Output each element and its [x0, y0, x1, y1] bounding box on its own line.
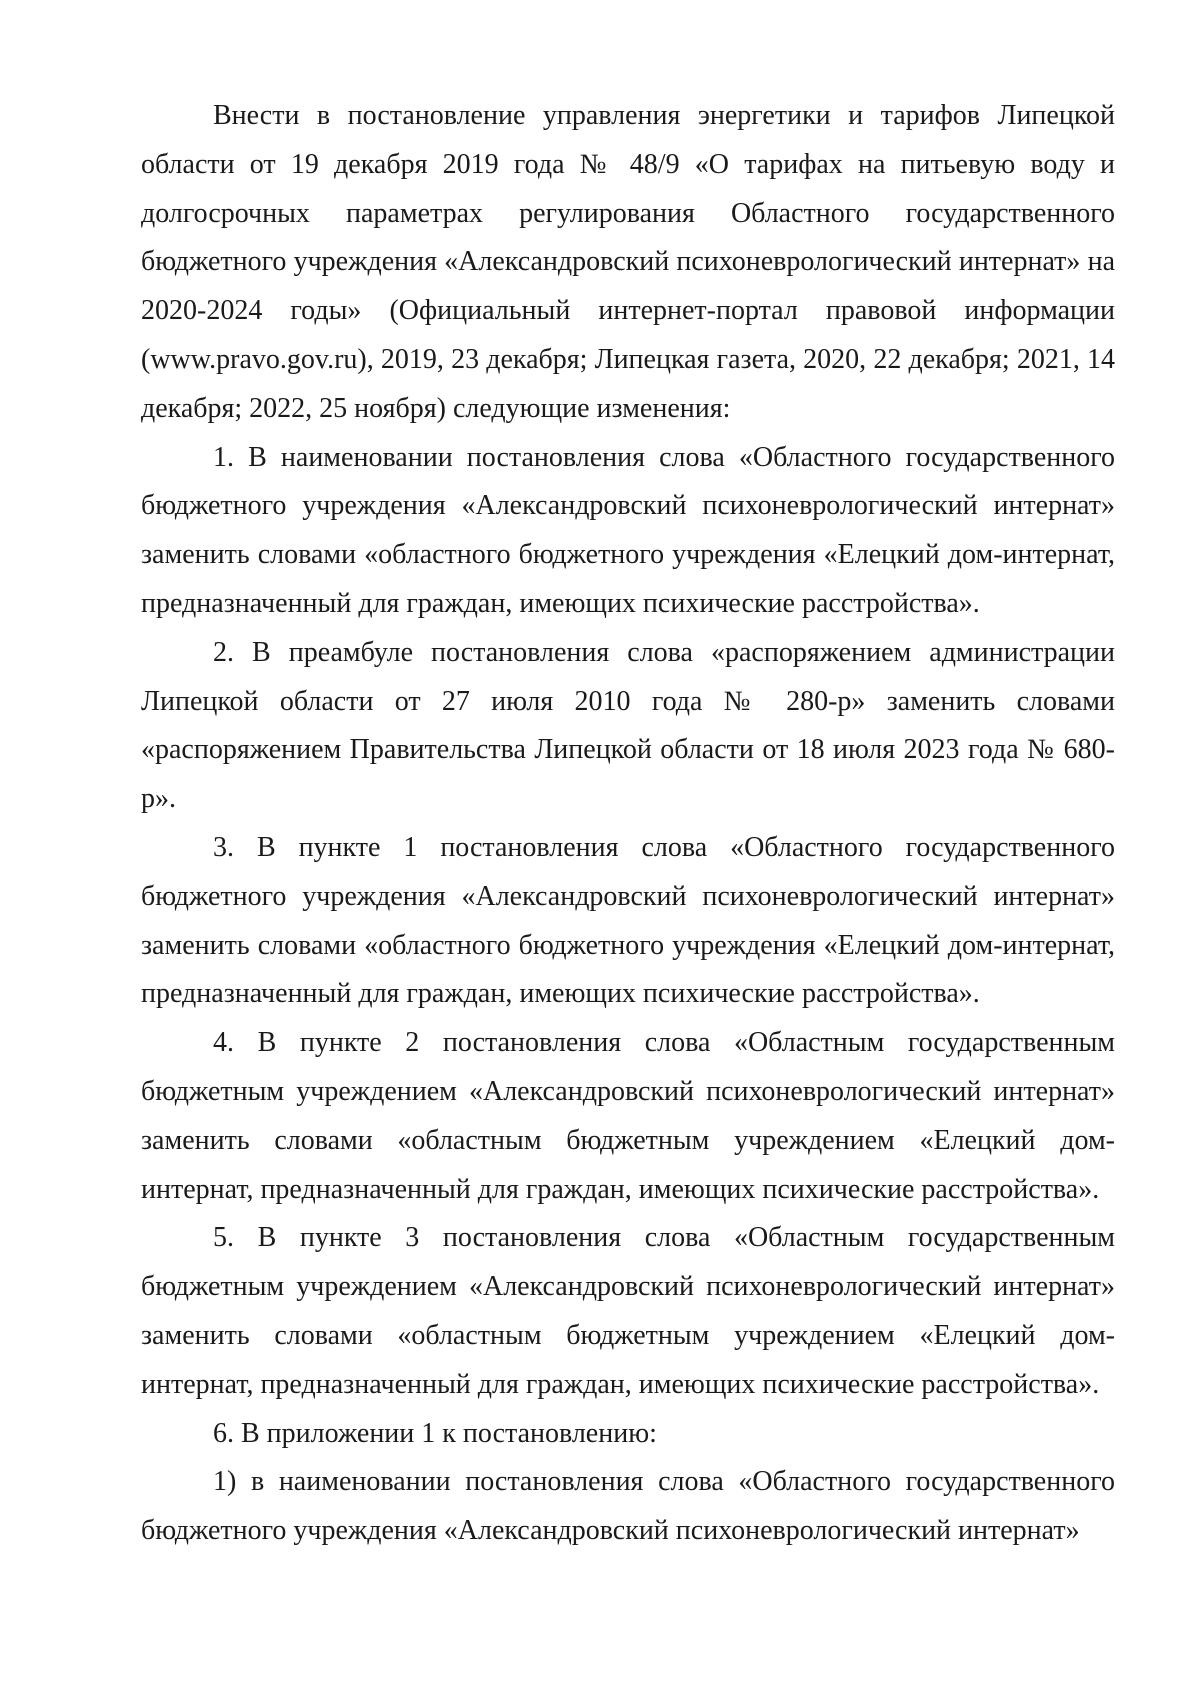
paragraph-subitem-1: 1) в наименовании постановления слова «Областного государственного бюджетного учреждения «Александровский психоневрологический интернат» — [141, 1466, 1115, 1547]
paragraph-item-4: 4. В пункте 2 постановления слова «Областным государственным бюджетным учреждением «Александровский психоневрологический интернат» заменить словами «областным бюджетным учреждением «Елецкий дом-интернат, предназначенный для граждан, имеющих психические расстройства». — [141, 1027, 1115, 1205]
paragraph-item-6: 6. В приложении 1 к постановлению: — [213, 1417, 657, 1449]
paragraph-item-1: 1. В наименовании постановления слова «Областного государственного бюджетного учреждения «Александровский психоневрологический интернат» заменить словами «областного бюджетного учреждения «Елецкий дом-интернат, предназначенный для граждан, имеющих психические расстройства». — [141, 441, 1115, 619]
document-body — [141, 92, 1115, 1556]
paragraph-preamble: Внести в постановление управления энергетики и тарифов Липецкой области от 19 декабря 2019 года № 48/9 «О тарифах на питьевую воду и долгосрочных параметрах регулирования Областного государственного бюджетного учреждения «Александровский психоневрологический интернат» на 2020-2024 годы» (Официальный интернет-портал правовой информации (www.pravo.gov.ru), 2019, 23 декабря; Липецкая газета, 2020, 22 декабря; 2021, 14 декабря; 2022, 25 ноября) следующие изменения: — [141, 100, 1115, 424]
paragraph-item-2: 2. В преамбуле постановления слова «распоряжением администрации Липецкой области от 27 июля 2010 года № 280-р» заменить словами «распоряжением Правительства Липецкой области от 18 июля 2023 года № 680-р». — [141, 636, 1115, 815]
paragraph-item-3: 3. В пункте 1 постановления слова «Областного государственного бюджетного учреждения «Александровский психоневрологический интернат» заменить словами «областного бюджетного учреждения «Елецкий дом-интернат, предназначенный для граждан, имеющих психические расстройства». — [141, 831, 1115, 1010]
paragraph-item-5: 5. В пункте 3 постановления слова «Областным государственным бюджетным учреждением «Александровский психоневрологический интернат» заменить словами «областным бюджетным учреждением «Елецкий дом-интернат, предназначенный для граждан, имеющих психические расстройства». — [141, 1222, 1115, 1400]
